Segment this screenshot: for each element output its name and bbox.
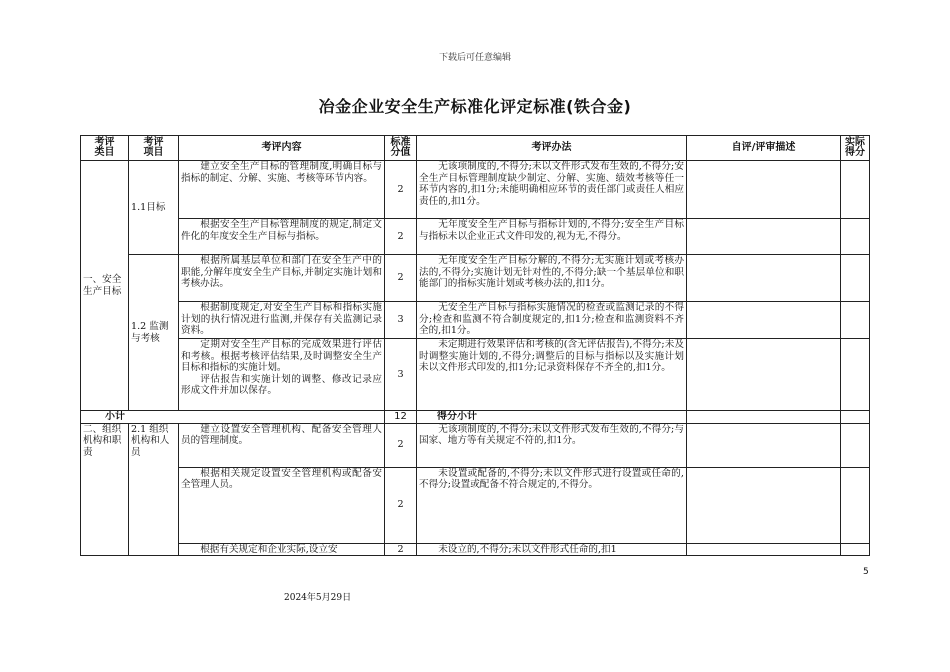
score-cell[interactable] bbox=[841, 543, 870, 556]
score-cell[interactable] bbox=[841, 219, 870, 255]
score-cell[interactable] bbox=[841, 339, 870, 411]
method-cell: 无安全生产目标与指标实施情况的检查或监测记录的不得分;检查和监测不符合制度规定的,扣1分;检查和监测资料不齐全的,扣1分。 bbox=[417, 302, 687, 339]
footer-date: 2024年5月29日 bbox=[284, 593, 352, 603]
col-category: 考评 类目 bbox=[81, 136, 129, 161]
subtotal-score-label: 得分小计 bbox=[417, 411, 687, 424]
content-cell: 建立安全生产目标的管理制度,明确目标与指标的制定、分解、实施、考核等环节内容。 bbox=[179, 161, 385, 219]
score-cell[interactable] bbox=[841, 302, 870, 339]
content-cell: 根据有关规定和企业实际,设立安 bbox=[179, 543, 385, 556]
content-cell: 定期对安全生产目标的完成效果进行评估和考核。根据考核评估结果,及时调整安全生产目标和指标的实施计划。 评估报告和实施计划的调整、修改记录应形成文件并加以保存。 bbox=[179, 339, 385, 411]
score-cell[interactable] bbox=[841, 467, 870, 543]
value-cell: 2 bbox=[385, 423, 417, 467]
table-row bbox=[81, 467, 870, 543]
table-row bbox=[81, 161, 870, 219]
score-cell[interactable] bbox=[841, 255, 870, 302]
value-cell: 2 bbox=[385, 161, 417, 219]
self-assessment-cell[interactable] bbox=[687, 543, 841, 556]
content-cell: 根据所属基层单位和部门在安全生产中的职能,分解年度安全生产目标,并制定实施计划和考核办法。 bbox=[179, 255, 385, 302]
subtotal-label: 小计 bbox=[81, 411, 385, 424]
method-cell: 无年度安全生产目标分解的,不得分;无实施计划或考核办法的,不得分;实施计划无针对性的,不得分;缺一个基层单位和职能部门的指标实施计划或考核办法的,扣1分。 bbox=[417, 255, 687, 302]
col-self-assessment: 自评/评审描述 bbox=[687, 136, 841, 161]
content-cell: 根据安全生产目标管理制度的规定,制定文件化的年度安全生产目标与指标。 bbox=[179, 219, 385, 255]
content-cell: 建立设置安全管理机构、配备安全管理人员的管理制度。 bbox=[179, 423, 385, 467]
table-row bbox=[81, 219, 870, 255]
self-assessment-cell[interactable] bbox=[687, 423, 841, 467]
method-cell: 未设立的,不得分;未以文件形式任命的,扣1 bbox=[417, 543, 687, 556]
col-method: 考评办法 bbox=[417, 136, 687, 161]
content-cell: 根据制度规定,对安全生产目标和指标实施计划的执行情况进行监测,并保存有关监测记录资料。 bbox=[179, 302, 385, 339]
value-cell: 2 bbox=[385, 467, 417, 543]
method-cell: 未设置或配备的,不得分;未以文件形式进行设置或任命的,不得分;设置或配备不符合规定的,不得分。 bbox=[417, 467, 687, 543]
table-row bbox=[81, 423, 870, 467]
subtotal-value: 12 bbox=[385, 411, 417, 424]
table-row bbox=[81, 339, 870, 411]
self-assessment-cell[interactable] bbox=[687, 467, 841, 543]
self-assessment-cell[interactable] bbox=[687, 302, 841, 339]
header-row bbox=[81, 136, 870, 161]
header-note: 下载后可任意编辑 bbox=[438, 53, 511, 63]
self-assessment-cell[interactable] bbox=[687, 219, 841, 255]
col-item: 考评 项目 bbox=[129, 136, 179, 161]
self-assessment-cell[interactable] bbox=[687, 255, 841, 302]
value-cell: 3 bbox=[385, 339, 417, 411]
item-cell: 2.1 组织机构和人员 bbox=[129, 423, 179, 556]
method-cell: 无年度安全生产目标与指标计划的,不得分;安全生产目标与指标未以企业正式文件印发的,视为无,不得分。 bbox=[417, 219, 687, 255]
document-title: 冶金企业安全生产标准化评定标准(铁合金) bbox=[318, 97, 632, 116]
method-cell: 无该项制度的,不得分;未以文件形式发布生效的,不得分;安全生产目标管理制度缺少制定、分解、实施、绩效考核等任一环节内容的,扣1分;未能明确相应环节的责任部门或责任人相应责任的,扣1分。 bbox=[417, 161, 687, 219]
score-cell[interactable] bbox=[841, 423, 870, 467]
category-cell: 二、组织机构和职责 bbox=[81, 423, 129, 556]
score-cell[interactable] bbox=[841, 161, 870, 219]
item-cell: 1.2 监测与考核 bbox=[129, 255, 179, 411]
value-cell: 2 bbox=[385, 219, 417, 255]
score-cell[interactable] bbox=[841, 411, 870, 424]
table-row bbox=[81, 255, 870, 302]
value-cell: 3 bbox=[385, 302, 417, 339]
col-actual-score: 实际 得分 bbox=[841, 136, 870, 161]
value-cell: 2 bbox=[385, 255, 417, 302]
self-assessment-cell[interactable] bbox=[687, 339, 841, 411]
self-assessment-cell[interactable] bbox=[687, 411, 841, 424]
method-cell: 未定期进行效果评估和考核的(含无评估报告),不得分;未及时调整实施计划的,不得分;调整后的目标与指标以及实施计划未以文件形式印发的,扣1分;记录资料保存不齐全的,扣1分。 bbox=[417, 339, 687, 411]
item-cell: 1.1目标 bbox=[129, 161, 179, 255]
col-value: 标准 分值 bbox=[385, 136, 417, 161]
table-row bbox=[81, 543, 870, 556]
col-content: 考评内容 bbox=[179, 136, 385, 161]
table-row bbox=[81, 302, 870, 339]
page-number: 5 bbox=[863, 567, 869, 577]
self-assessment-cell[interactable] bbox=[687, 161, 841, 219]
standards-table bbox=[80, 135, 870, 556]
category-cell: 一、安全生产目标 bbox=[81, 161, 129, 411]
content-cell: 根据相关规定设置安全管理机构或配备安全管理人员。 bbox=[179, 467, 385, 543]
value-cell: 2 bbox=[385, 543, 417, 556]
method-cell: 无该项制度的,不得分;未以文件形式发布生效的,不得分;与国家、地方等有关规定不符的,扣1分。 bbox=[417, 423, 687, 467]
subtotal-row bbox=[81, 411, 870, 424]
